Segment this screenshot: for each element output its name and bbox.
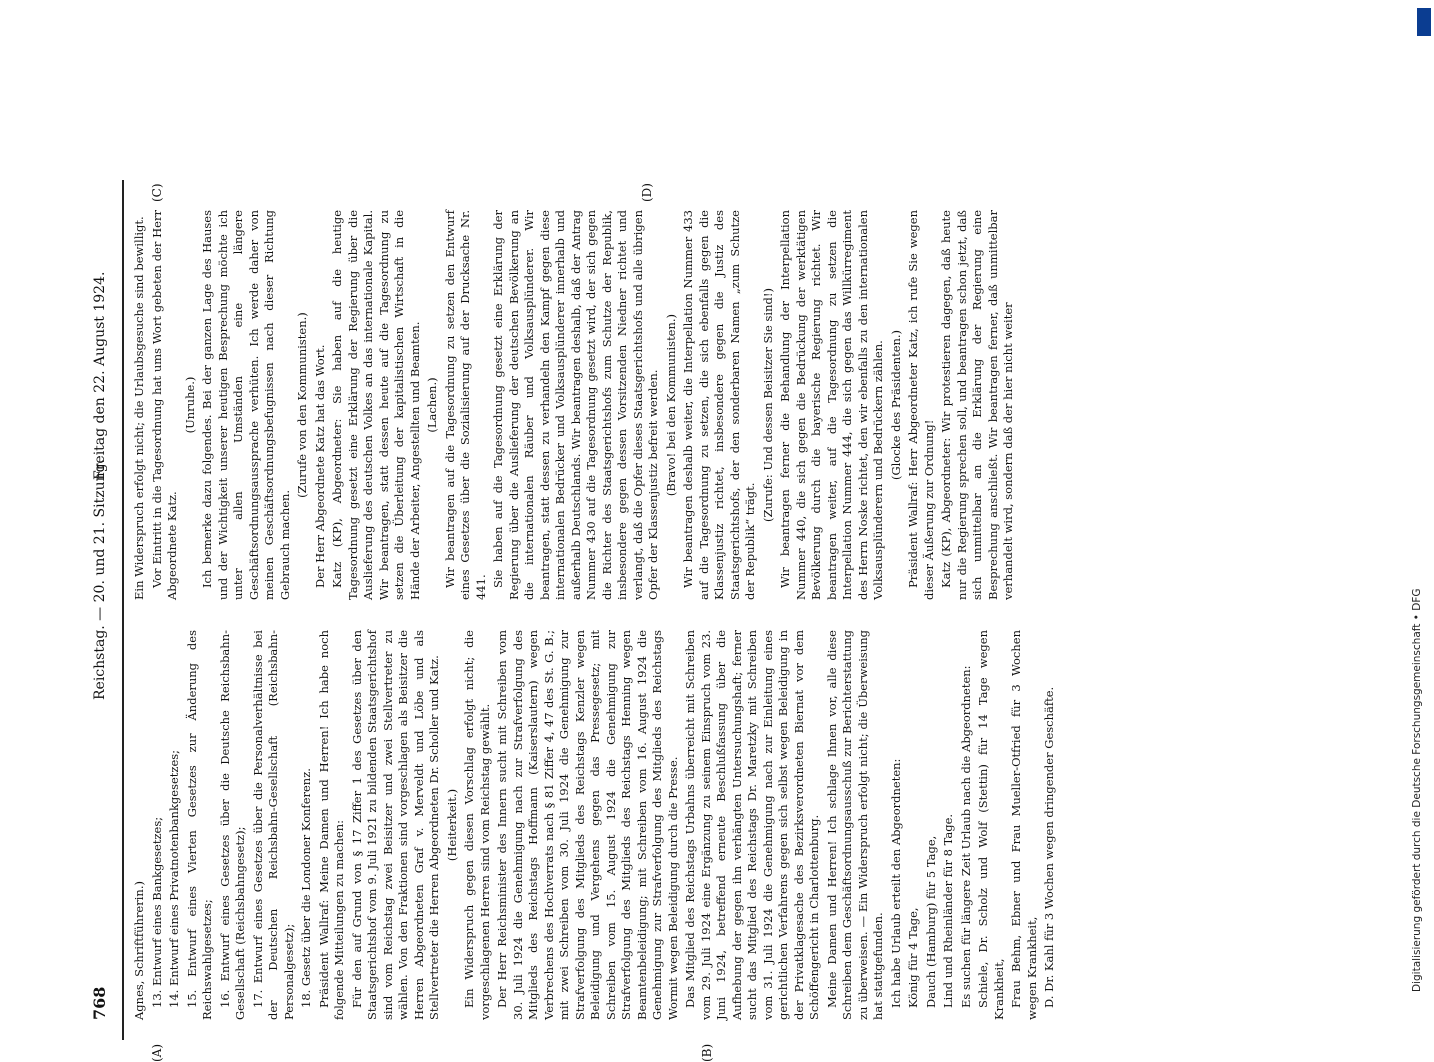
- credit-text: Digitalisierung gefördert durch die Deutsche Forschungsgemeinschaft • DFG: [1411, 588, 1423, 992]
- list-item: Lind und Rheinländer für 8 Tage.: [941, 813, 955, 1008]
- agenda-item: 18. Gesetz über die Londoner Konferenz.: [299, 768, 313, 1008]
- text-column-right: [132, 210, 1019, 600]
- paragraph: Präsident Wallraf: Herr Abgeordneter Katz, ich rufe Sie wegen dieser Äußerung zur Ordnung!: [906, 210, 936, 600]
- interjection: (Heiterkeit.): [444, 788, 459, 862]
- paragraph: Ich bemerke dazu folgendes. Bei der ganzen Lage des Hauses und der Wichtigkeit unserer heutigen Besprechung möchte ich unter allen Umständen eine längere Geschäftsordnungsaussprache verhüten. Ich werde daher von meinen Geschäftsordnungsbefugnissen nach dieser Richtung Gebrauch machen.: [200, 210, 292, 600]
- agenda-item: 13. Entwurf eines Bankgesetzes;: [149, 816, 164, 1008]
- margin-mark-c: (C): [150, 183, 164, 202]
- interjection: (Lachen.): [425, 377, 439, 433]
- rotated-page: [80, 180, 1320, 1062]
- list-item: König für 4 Tage,: [906, 907, 920, 1008]
- session-title: Reichstag. — 20. und 21. Sitzung.: [92, 458, 108, 700]
- paragraph: Es suchen für längere Zeit Urlaub nach die Abgeordneten:: [958, 665, 973, 1008]
- paragraph: Für den auf Grund von § 17 Ziffer 1 des Gesetzes über den Staatsgerichtshof vom 9. Juli 1921 zu bildenden Staatsgerichtshof sind vom Reichstag zwei Beisitzer und zwei Stellvertreter zu wählen. Von den Fraktionen sind vorgeschlagen als Beisitzer die Herren Abgeordneten Graf v. Merveldt und Löbe und als Stellvertreter die Herren Abgeordneten Dr. Scholler und Katz.: [349, 630, 441, 1020]
- page-number: 768: [90, 986, 109, 1020]
- paragraph: Vor Eintritt in die Tagesordnung hat ums Wort gebeten der Herr Abgeordnete Katz.: [149, 210, 179, 600]
- paragraph: Meine Damen und Herren! Ich schlage Ihnen vor, alle diese Schreiben dem Geschäftsordnungsausschuß zur Berichterstattung zu überweisen. — Ein Widerspruch erfolgt nicht; die Überweisung hat stattgefunden.: [824, 630, 885, 1020]
- paragraph: Katz (KP), Abgeordneter: Wir protestieren dagegen, daß heute nur die Regierung sprechen soll, und beantragen schon jetzt, daß sich unmittelbar an die Erklärung der Regierung eine Besprechung anschließt. Wir beantragen ferner, daß unmittelbar verhandelt wird, sondern daß der hier nicht weiter: [939, 210, 1015, 600]
- digitization-credit: [1411, 8, 1433, 992]
- paragraph: Agnes, Schriftführerin.): [132, 881, 146, 1020]
- list-item: Schiele, Dr. Scholz und Wolf (Stettin) für 14 Tage wegen Krankheit,: [976, 630, 1006, 1020]
- interjection: (Bravo! bei den Kommunisten.): [663, 313, 678, 497]
- margin-mark-d: (D): [640, 183, 654, 202]
- session-date: Freitag den 22. August 1924.: [92, 271, 108, 480]
- list-item: Dauch (Hamburg) für 5 Tage,: [923, 835, 938, 1008]
- paragraph: Wir beantragen auf die Tagesordnung zu setzen den Entwurf eines Gesetzes über die Sozialisierung auf der Drucksache Nr. 441.: [442, 210, 488, 600]
- paragraph: Sie haben auf die Tagesordnung gesetzt eine Erklärung der Regierung über die Auslieferung der deutschen Bevölkerung an die internationalen Räuber und Volksausplünderer. Wir beantragen, statt dessen zu verhandeln den Kampf gegen diese internationalen Bedrücker und Volksausplünderer innerhalb und außerhalb Deutschlands. Wir beantragen deshalb, daß der Antrag Nummer 430 auf die Tagesordnung gesetzt wird, der sich gegen die Richter des Staatsgerichtshofs zum Schutze der Republik, insbesondere gegen dessen Vorsitzenden Niedner richtet und verlangt, daß die Opfer dieses Staatsgerichtshofs und alle übrigen Opfer der Klassenjustiz befreit werden.: [491, 210, 660, 600]
- margin-mark-a: (A): [150, 1043, 164, 1062]
- text-column-left: [132, 630, 1060, 1020]
- interjection: (Zurufe: Und dessen Beisitzer Sie sind!): [760, 288, 775, 522]
- margin-mark-b: (B): [700, 1043, 714, 1062]
- interjection: (Zurufe von den Kommunisten.): [295, 312, 309, 498]
- paragraph: Der Herr Abgeordnete Katz hat das Wort.: [312, 344, 327, 588]
- paragraph: Das Mitglied des Reichstags Urbahns überreicht mit Schreiben vom 29. Juli 1924 eine Ergänzung zu seinem Einspruch vom 23. Juni 1924, betreffend erneute Beschlußfassung über die Aufhebung der gegen ihn verhängten Untersuchungshaft; ferner sucht das Mitglied des Reichstags Dr. Maretzky mit Schreiben vom 31. Juli 1924 die Genehmigung nach zur Einleitung eines gerichtlichen Verfahrens gegen sich selbst wegen Beleidigung in der Privatklagesache des Bezirksverordneten Biernat vor dem Schöffengericht in Charlottenburg.: [683, 630, 821, 1020]
- agenda-item: 17. Entwurf eines Gesetzes über die Personalverhältnisse bei der Deutschen Reichsbahn-Gesellschaft (Reichsbahn-Personalgesetz);: [250, 630, 296, 1020]
- list-item: Frau Behm, Ebner und Frau Mueller-Otfried für 3 Wochen wegen Krankheit,: [1009, 630, 1039, 1020]
- paragraph: Katz (KP), Abgeordneter: Sie haben auf die heutige Tagesordnung gesetzt eine Erklärung der Regierung über die Auslieferung des deutschen Volkes an das internationale Kapital. Wir beantragen, statt dessen heute auf die Tagesordnung zu setzen die Überleitung der kapitalistischen Wirtschaft in die Hände der Arbeiter, Angestellten und Beamten.: [330, 210, 422, 600]
- paragraph: Wir beantragen ferner die Behandlung der Interpellation Nummer 440, die sich gegen die Bedrückung der werktätigen Bevölkerung durch die bayerische Regierung richtet. Wir beantragen weiter, auf die Tagesordnung zu setzen die Interpellation Nummer 444, die sich gegen das Willkürregiment des Herrn Noske richtet, den wir ebenfalls zu den internationalen Volksausplünderern und Bedrückern zählen.: [778, 210, 885, 600]
- interjection: (Unruhe.): [182, 376, 197, 434]
- paragraph: Wir beantragen deshalb weiter, die Interpellation Nummer 433 auf die Tagesordnung zu setzen, die sich ebenfalls gegen die Klassenjustiz richtet, insbesondere gegen die Justiz des Staatsgerichtshofs, der den sonderbaren Namen „zum Schutze der Republik“ trägt.: [681, 210, 757, 600]
- agenda-item: 15. Entwurf eines Vierten Gesetzes zur Änderung des Reichswahlgesetzes;: [184, 630, 214, 1020]
- paragraph: Ein Widerspruch erfolgt nicht; die Urlaubsgesuche sind bewilligt.: [132, 216, 146, 600]
- agenda-item: 16. Entwurf eines Gesetzes über die Deutsche Reichsbahn-Gesellschaft (Reichsbahngesetz);: [217, 630, 247, 1020]
- interjection: (Glocke des Präsidenten.): [888, 329, 903, 481]
- paragraph: Ein Widerspruch gegen diesen Vorschlag erfolgt nicht; die vorgeschlagenen Herren sind vom Reichstag gewählt.: [462, 630, 492, 1020]
- paragraph: Der Herr Reichsminister des Innern sucht mit Schreiben vom 30. Juli 1924 die Genehmigung nach zur Strafverfolgung des Mitglieds des Reichstags Hoffmann (Kaiserslautern) wegen Verbrechens des Hochverrats nach § 81 Ziffer 4, 47 des St. G. B.; mit zwei Schreiben vom 30. Juli 1924 die Genehmigung zur Strafverfolgung des Mitglieds des Reichstags Kenzler wegen Beleidigung und Vergehens gegen das Pressegesetz; mit Schreiben vom 15. August 1924 die Genehmigung zur Strafverfolgung des Mitglieds des Reichstags Henning wegen Beamtenbeleidigung; mit Schreiben vom 16. August 1924 die Genehmigung zur Strafverfolgung des Mitglieds des Reichstags Wormit wegen Beleidigung durch die Presse.: [495, 630, 680, 1020]
- page-header: [80, 180, 124, 1040]
- list-item: D. Dr. Kahl für 3 Wochen wegen dringender Geschäfte.: [1042, 686, 1056, 1008]
- agenda-item: 14. Entwurf eines Privatnotenbankgesetzes;: [167, 749, 181, 1008]
- paragraph: Ich habe Urlaub erteilt den Abgeordneten:: [888, 758, 903, 1008]
- paragraph: Präsident Wallraf: Meine Damen und Herren! Ich habe noch folgende Mitteilungen zu machen:: [316, 630, 346, 1020]
